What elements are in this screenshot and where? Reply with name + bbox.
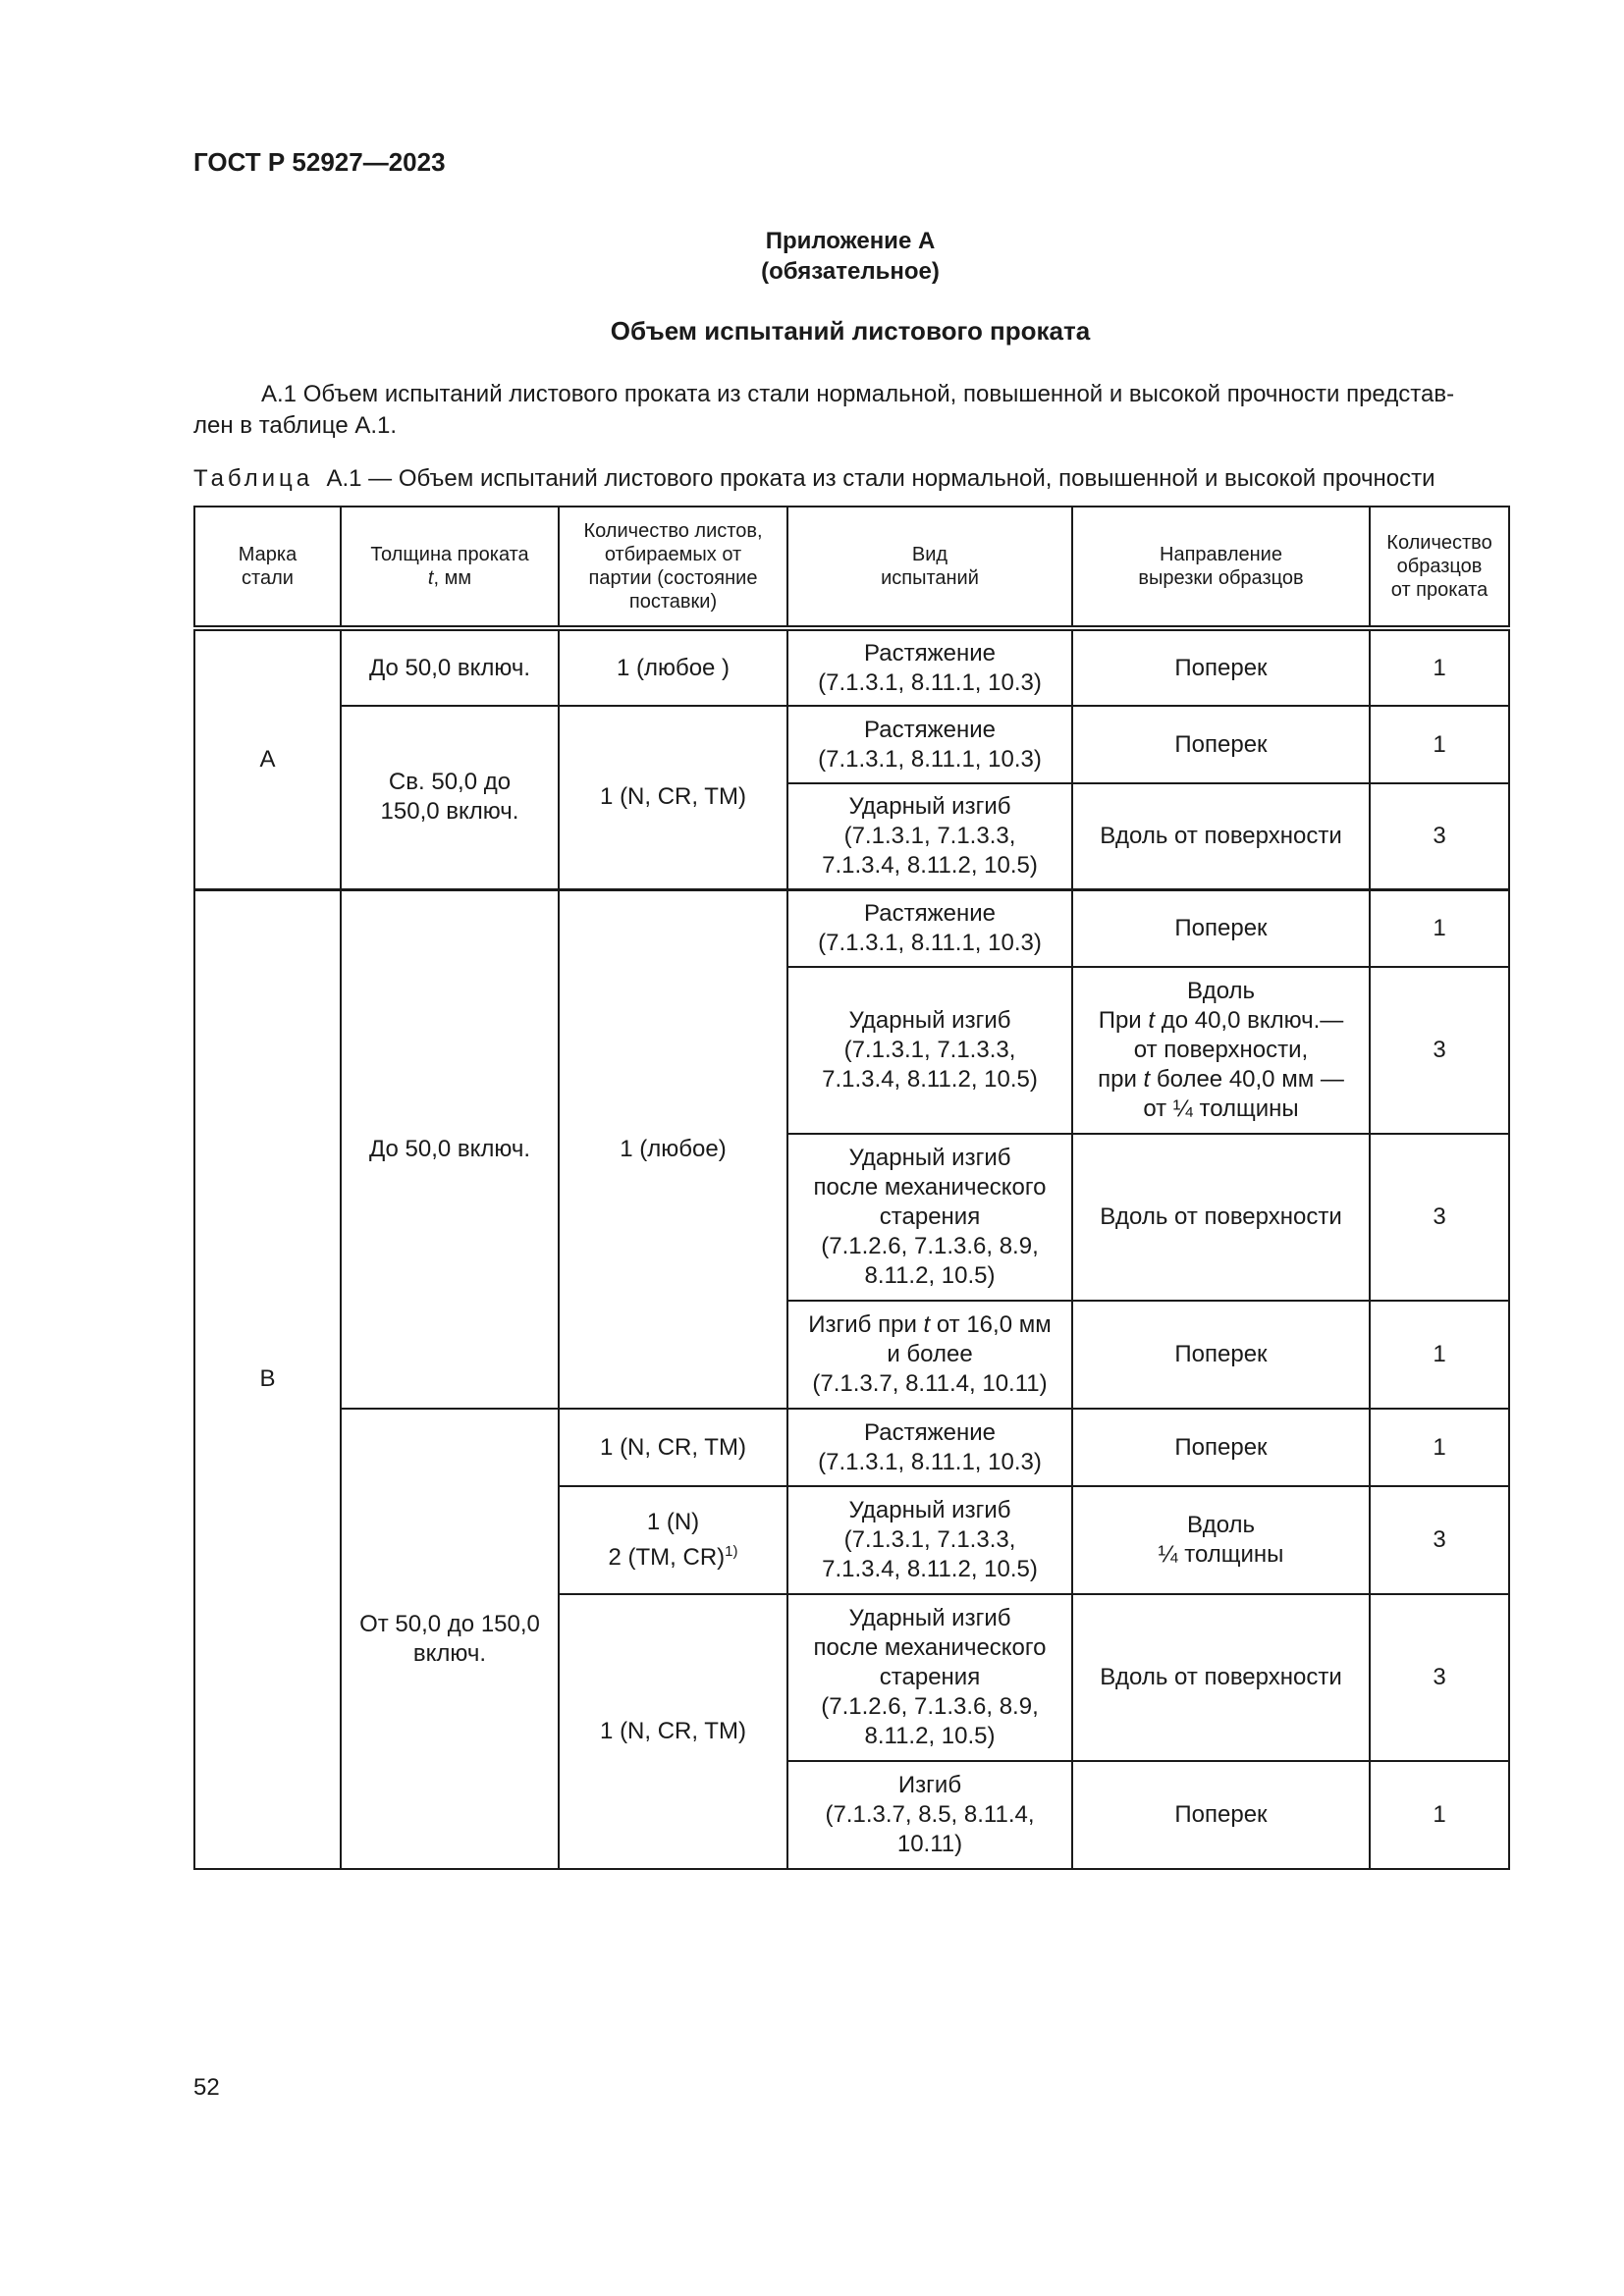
count-cell: 1	[1370, 1301, 1509, 1409]
test-cell: Ударный изгиб после механического старения (7.1.2.6, 7.1.3.6, 8.9, 8.11.2, 10.5)	[787, 1594, 1072, 1761]
direction-cell: Поперек	[1072, 889, 1370, 967]
count-cell: 1	[1370, 706, 1509, 783]
appendix-label: Приложение А	[765, 228, 936, 254]
paragraph-a1	[193, 379, 1507, 442]
table-row	[194, 1409, 1509, 1486]
header-count: Количество образцов от проката	[1370, 507, 1509, 628]
thickness-cell: От 50,0 до 150,0 включ.	[341, 1409, 559, 1869]
section-title: Объем испытаний листового проката	[610, 316, 1091, 346]
appendix-heading	[193, 226, 1507, 287]
direction-cell: Поперек	[1072, 706, 1370, 783]
tests-table	[193, 506, 1510, 1870]
test-cell: Ударный изгиб (7.1.3.1, 7.1.3.3, 7.1.3.4, 8.11.2, 10.5)	[787, 967, 1072, 1134]
test-cell: Ударный изгиб (7.1.3.1, 7.1.3.3, 7.1.3.4, 8.11.2, 10.5)	[787, 783, 1072, 889]
header-thickness: Толщина проката t, мм	[341, 507, 559, 628]
test-cell: Растяжение (7.1.3.1, 8.11.1, 10.3)	[787, 628, 1072, 706]
direction-cell: Вдоль от поверхности	[1072, 783, 1370, 889]
header-sheets: Количество листов, отбираемых от партии (состояние поставки)	[559, 507, 787, 628]
test-cell: Ударный изгиб после механического старения (7.1.2.6, 7.1.3.6, 8.9, 8.11.2, 10.5)	[787, 1134, 1072, 1301]
paragraph-line-2: лен в таблице А.1.	[193, 412, 398, 439]
test-cell: Ударный изгиб (7.1.3.1, 7.1.3.3, 7.1.3.4, 8.11.2, 10.5)	[787, 1486, 1072, 1594]
sheets-cell: 1 (N, CR, TM)	[559, 706, 787, 889]
grade-cell-a: А	[194, 628, 341, 889]
direction-cell: Вдоль При t до 40,0 включ.— от поверхности, при t более 40,0 мм — от ¼ толщины	[1072, 967, 1370, 1134]
paragraph-line-1: А.1 Объем испытаний листового проката из стали нормальной, повышенной и высокой прочности представ-	[261, 381, 1455, 407]
count-cell: 1	[1370, 889, 1509, 967]
sheets-cell: 1 (N, CR, TM)	[559, 1594, 787, 1869]
table-header-row	[194, 507, 1509, 628]
sheets-cell: 1 (любое)	[559, 889, 787, 1409]
test-cell: Растяжение (7.1.3.1, 8.11.1, 10.3)	[787, 1409, 1072, 1486]
table-row	[194, 706, 1509, 783]
caption-text: А.1 — Объем испытаний листового проката из стали нормальной, повышенной и высокой прочности	[326, 465, 1435, 492]
direction-cell: Вдоль от поверхности	[1072, 1594, 1370, 1761]
page-number: 52	[193, 2074, 220, 2101]
count-cell: 3	[1370, 1594, 1509, 1761]
sheets-cell: 1 (любое )	[559, 628, 787, 706]
count-cell: 1	[1370, 628, 1509, 706]
table-row	[194, 628, 1509, 706]
direction-cell: Поперек	[1072, 1301, 1370, 1409]
header-grade: Марка стали	[194, 507, 341, 628]
thickness-cell: До 50,0 включ.	[341, 628, 559, 706]
thickness-cell: Св. 50,0 до 150,0 включ.	[341, 706, 559, 889]
document-code: ГОСТ Р 52927—2023	[193, 147, 446, 177]
direction-cell: Поперек	[1072, 1761, 1370, 1869]
table-row	[194, 889, 1509, 967]
test-cell: Изгиб при t от 16,0 мм и более (7.1.3.7, 8.11.4, 10.11)	[787, 1301, 1072, 1409]
thickness-cell: До 50,0 включ.	[341, 889, 559, 1409]
test-cell: Изгиб (7.1.3.7, 8.5, 8.11.4, 10.11)	[787, 1761, 1072, 1869]
test-cell: Растяжение (7.1.3.1, 8.11.1, 10.3)	[787, 706, 1072, 783]
count-cell: 3	[1370, 967, 1509, 1134]
grade-cell-b: В	[194, 889, 341, 1869]
test-cell: Растяжение (7.1.3.1, 8.11.1, 10.3)	[787, 889, 1072, 967]
direction-cell: Поперек	[1072, 1409, 1370, 1486]
count-cell: 3	[1370, 1134, 1509, 1301]
direction-cell: Вдоль от поверхности	[1072, 1134, 1370, 1301]
header-direction: Направление вырезки образцов	[1072, 507, 1370, 628]
direction-cell: Вдоль ¼ толщины	[1072, 1486, 1370, 1594]
sheets-cell: 1 (N, CR, TM)	[559, 1409, 787, 1486]
count-cell: 1	[1370, 1409, 1509, 1486]
footnote-ref: 1)	[725, 1543, 738, 1560]
sheets-cell: 1 (N) 2 (TM, CR)$^{1)}$	[559, 1486, 787, 1594]
table-caption	[193, 465, 1435, 493]
caption-prefix: Таблица	[193, 465, 314, 492]
header-test: Вид испытаний	[787, 507, 1072, 628]
direction-cell: Поперек	[1072, 628, 1370, 706]
count-cell: 1	[1370, 1761, 1509, 1869]
appendix-status: (обязательное)	[761, 258, 940, 285]
count-cell: 3	[1370, 1486, 1509, 1594]
count-cell: 3	[1370, 783, 1509, 889]
